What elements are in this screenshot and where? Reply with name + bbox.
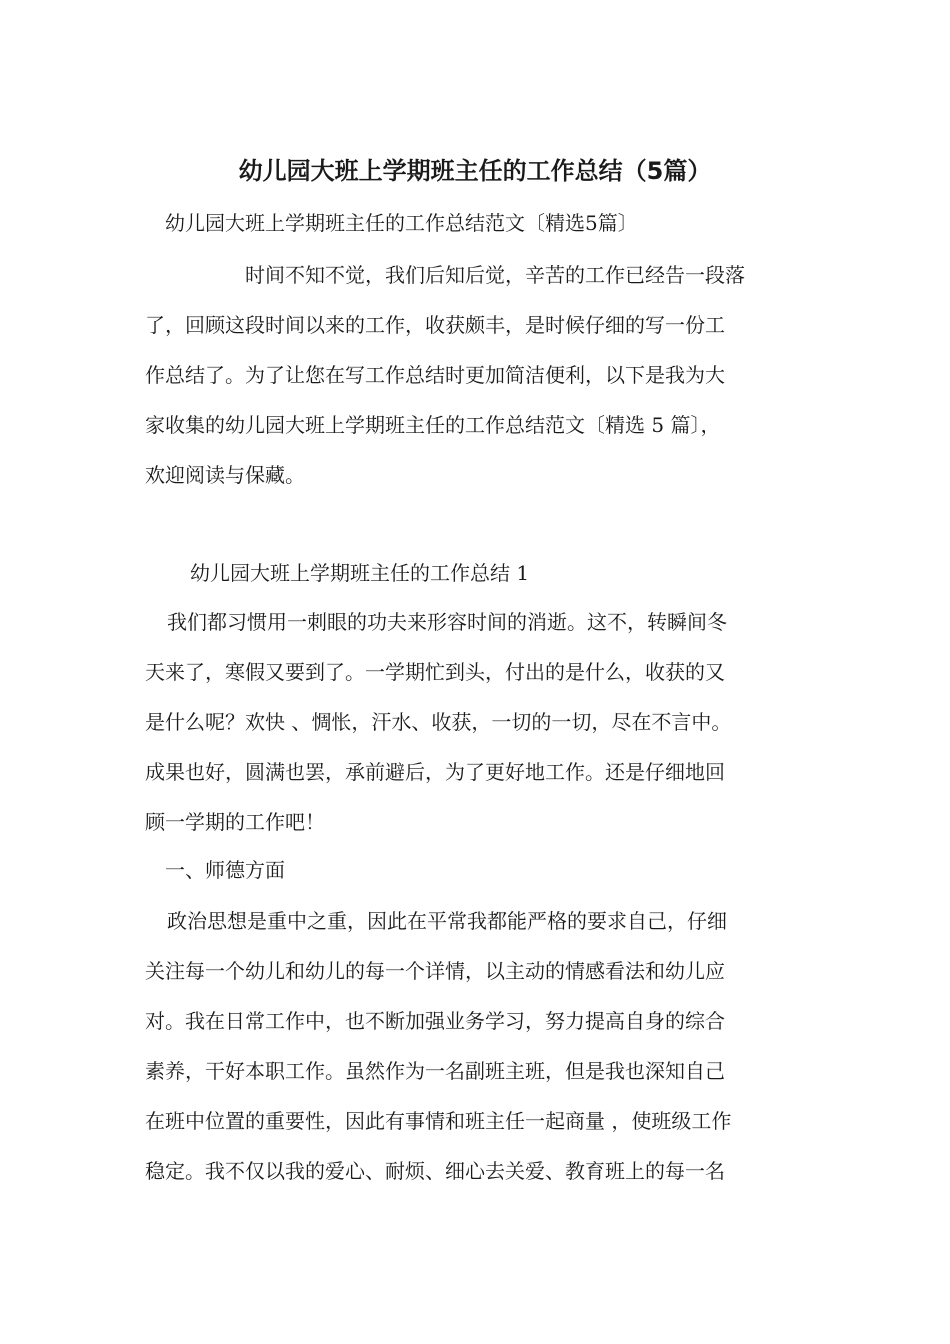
- paragraph-line: 对。我在日常工作中，也不断加强业务学习，努力提高自身的综合: [145, 1009, 725, 1033]
- section-heading: 幼儿园大班上学期班主任的工作总结 1: [190, 561, 530, 585]
- sub-paragraph: [145, 896, 815, 1196]
- intro-line: 欢迎阅读与保藏。: [145, 463, 305, 487]
- paragraph-line: 在班中位置的重要性，因此有事情和班主任一起商量 ，使班级工作: [145, 1109, 732, 1133]
- intro-line: 作总结了。为了让您在写工作总结时更加简洁便利，以下是我为大: [145, 363, 725, 387]
- paragraph-line: 政治思想是重中之重，因此在平常我都能严格的要求自己，仔细: [167, 909, 727, 933]
- paragraph-line: 稳定。我不仅以我的爱心、耐烦、细心去关爱、教育班上的每一名: [145, 1159, 725, 1183]
- intro-line: 家收集的幼儿园大班上学期班主任的工作总结范文〔精选 5 篇〕，: [145, 413, 721, 437]
- paragraph-line: 成果也好，圆满也罢，承前避后，为了更好地工作。还是仔细地回: [145, 760, 725, 784]
- paragraph-line: 顾一学期的工作吧！: [145, 810, 325, 834]
- document-title: 幼儿园大班上学期班主任的工作总结（5篇）: [238, 157, 712, 185]
- document-subtitle: 幼儿园大班上学期班主任的工作总结范文〔精选5篇〕: [165, 211, 638, 235]
- intro-line: 了，回顾这段时间以来的工作，收获颇丰，是时候仔细的写一份工: [145, 313, 725, 337]
- paragraph-line: 关注每一个幼儿和幼儿的每一个详情，以主动的情感看法和幼儿应: [145, 959, 725, 983]
- intro-line: 时间不知不觉，我们后知后觉，辛苦的工作已经告一段落: [245, 263, 745, 287]
- paragraph-line: 我们都习惯用一刺眼的功夫来形容时间的消逝。这不，转瞬间冬: [167, 610, 727, 634]
- sub-heading: 一、师德方面: [165, 858, 285, 882]
- section-paragraph: [145, 597, 815, 847]
- intro-paragraph: [145, 250, 815, 500]
- paragraph-line: 素养，干好本职工作。虽然作为一名副班主班，但是我也深知自己: [145, 1059, 725, 1083]
- paragraph-line: 是什么呢？欢快 、惆怅，汗水、收获，一切的一切，尽在不言中。: [145, 710, 732, 734]
- paragraph-line: 天来了，寒假又要到了。一学期忙到头，付出的是什么，收获的又: [145, 660, 725, 684]
